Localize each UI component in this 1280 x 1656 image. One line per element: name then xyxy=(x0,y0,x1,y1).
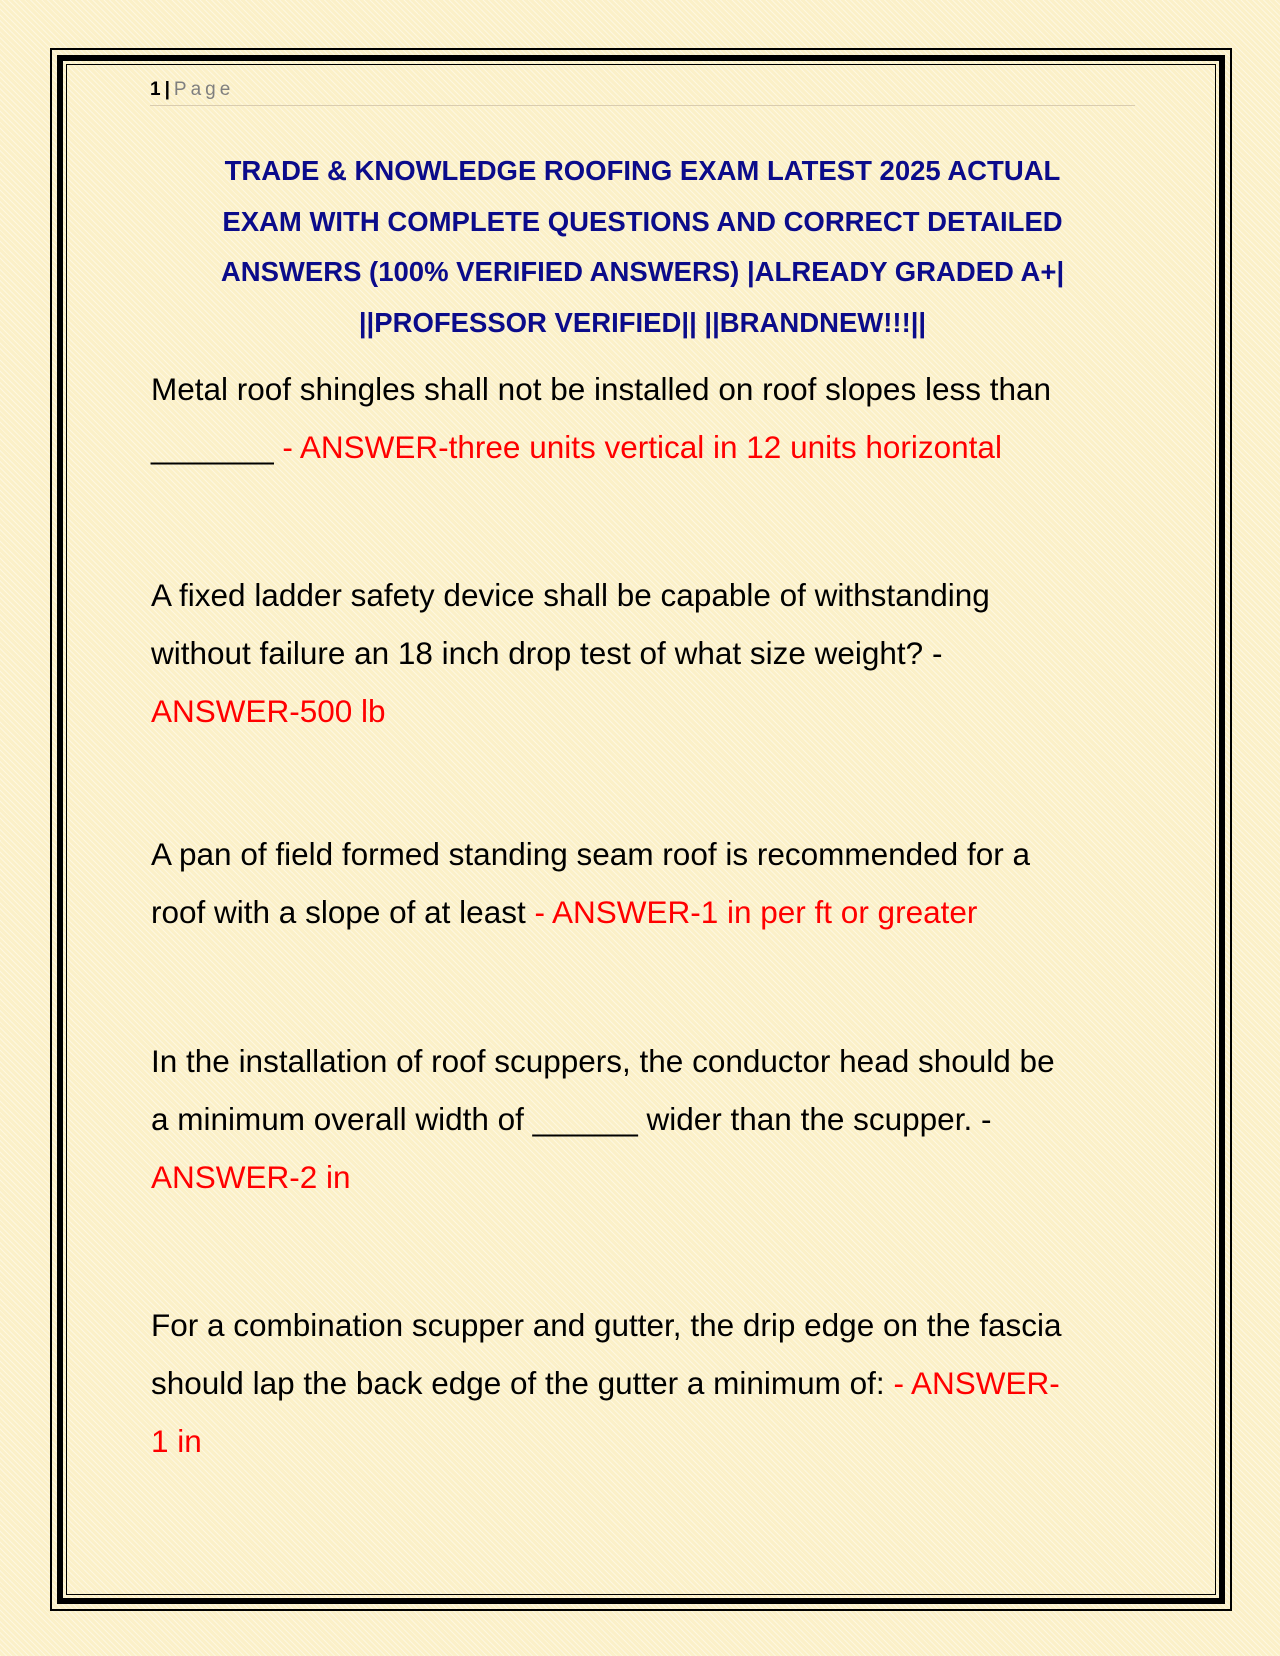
question-line xyxy=(151,883,1141,941)
answer-text: 1 in xyxy=(151,1423,202,1459)
question-line xyxy=(151,624,1141,682)
question-line xyxy=(151,360,1141,418)
question-text: For a combination scupper and gutter, the drip edge on the fascia xyxy=(151,1307,1062,1343)
answer-text: - ANSWER- xyxy=(884,1365,1060,1401)
question-text: without failure an 18 inch drop test of what size weight? - xyxy=(151,635,943,671)
question-line xyxy=(151,1032,1141,1090)
question-text: a minimum overall width of ______ wider than the scupper. - xyxy=(151,1101,992,1137)
question-item xyxy=(151,825,1141,941)
question-text: A fixed ladder safety device shall be capable of withstanding xyxy=(151,577,990,613)
question-line xyxy=(151,566,1141,624)
title-line: ANSWERS (100% VERIFIED ANSWERS) |ALREADY GRADED A+| xyxy=(220,256,1065,287)
document-title xyxy=(150,146,1135,348)
question-item xyxy=(151,1296,1141,1470)
question-item xyxy=(151,1032,1141,1206)
page-number: 1 xyxy=(150,79,161,100)
question-line xyxy=(151,825,1141,883)
question-line xyxy=(151,418,1141,476)
answer-text: - ANSWER-1 in per ft or greater xyxy=(525,894,978,930)
question-line xyxy=(151,1296,1141,1354)
question-item xyxy=(151,360,1141,476)
question-text: In the installation of roof scuppers, the conductor head should be xyxy=(151,1043,1055,1079)
question-text: _______ xyxy=(151,429,274,465)
page-separator: | xyxy=(164,79,170,100)
title-line: EXAM WITH COMPLETE QUESTIONS AND CORRECT DETAILED xyxy=(222,205,1063,237)
page-header xyxy=(150,79,1135,106)
question-line xyxy=(151,1090,1141,1148)
page-label: Page xyxy=(173,79,235,100)
question-line xyxy=(151,1354,1141,1412)
answer-text: - ANSWER-three units vertical in 12 units horizontal xyxy=(273,429,1002,465)
answer-text: ANSWER-500 lb xyxy=(151,693,386,729)
question-text: Metal roof shingles shall not be installed on roof slopes less than xyxy=(151,371,1052,407)
question-text: A pan of field formed standing seam roof is recommended for a xyxy=(151,836,1030,872)
title-line: TRADE & KNOWLEDGE ROOFING EXAM LATEST 2025 ACTUAL xyxy=(224,155,1061,186)
answer-text: ANSWER-2 in xyxy=(151,1159,351,1195)
question-item xyxy=(151,566,1141,740)
question-text: roof with a slope of at least xyxy=(151,894,526,930)
question-text: should lap the back edge of the gutter a minimum of: xyxy=(151,1365,885,1401)
title-line: ||PROFESSOR VERIFIED|| ||BRANDNEW!!!|| xyxy=(358,306,927,338)
